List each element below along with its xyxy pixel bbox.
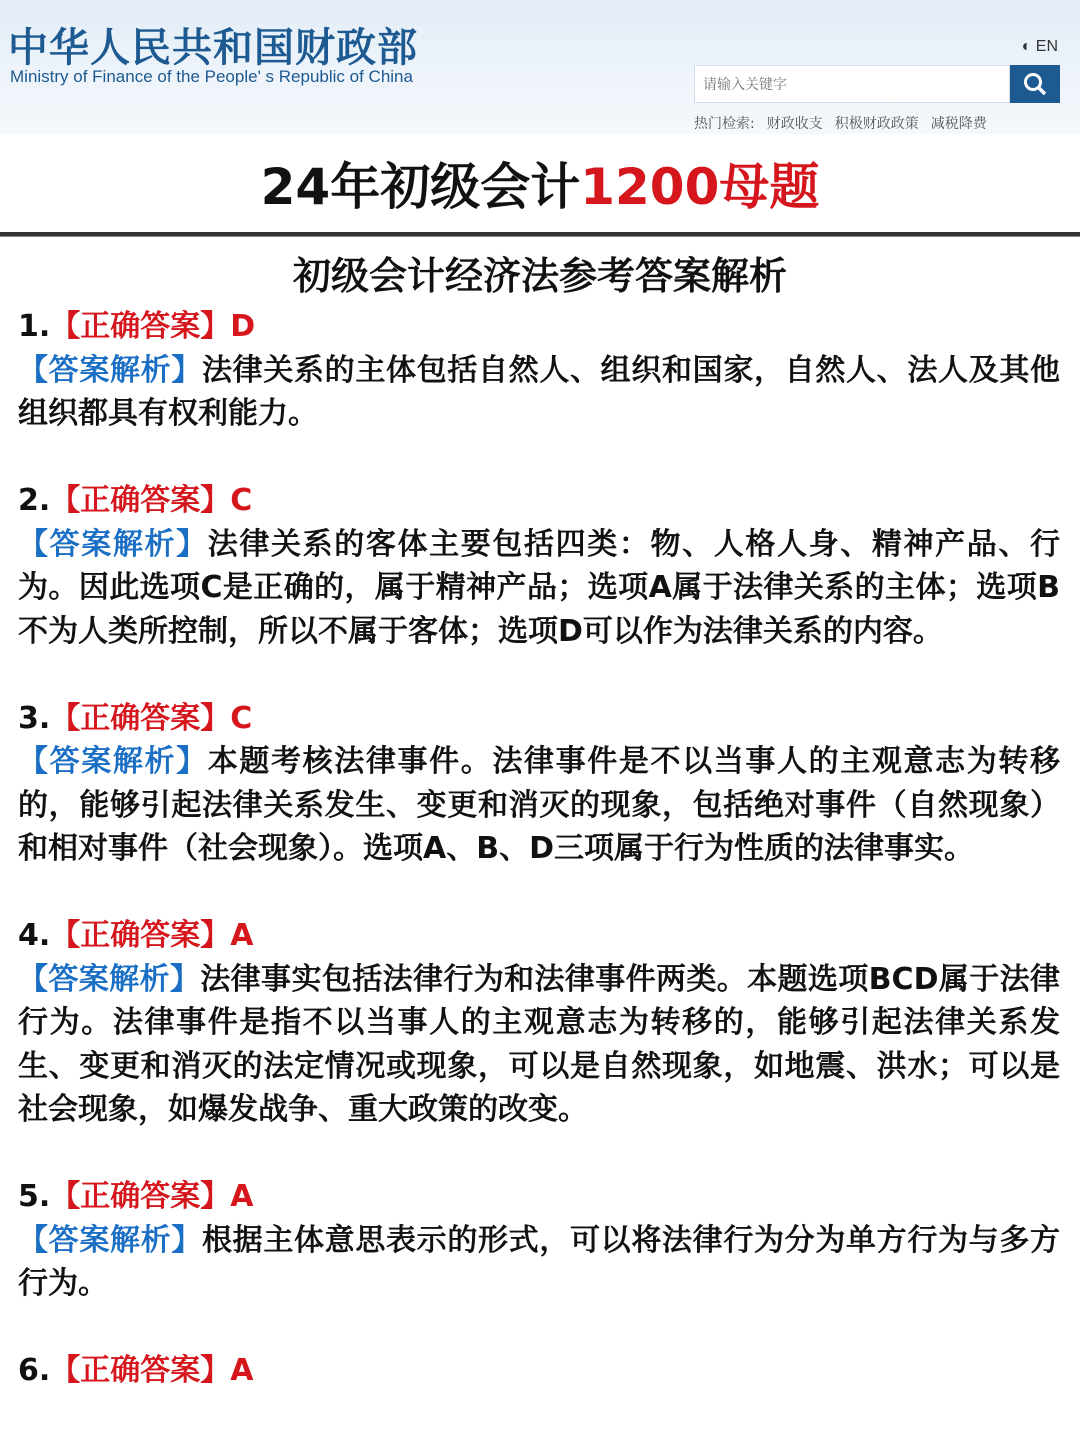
explanation: 【答案解析】根据主体意思表示的形式，可以将法律行为分为单方行为与多方行为。 (18, 1222, 1060, 1301)
hot-link[interactable]: 减税降费 (930, 116, 987, 132)
answer-item (18, 914, 1060, 1132)
explanation: 【答案解析】法律关系的客体主要包括四类：物、人格人身、精神产品、行为。因此选项C是正确的，属于精神产品；选项A属于法律关系的主体；选项B不为人类所控制，所以不属于客体；选项D可以作为法律关系的内容。 (18, 526, 1060, 649)
page-title: 24年初级会计 1200母题 (260, 158, 820, 216)
divider (0, 232, 1080, 237)
answer-line: 3.【正确答案】C (18, 700, 253, 736)
hot-link[interactable]: 财政收支 (766, 116, 823, 132)
subtitle: 初级会计经济法参考答案解析 (292, 254, 787, 298)
search-button[interactable] (1010, 65, 1060, 103)
explanation: 【答案解析】本题考核法律事件。法律事件是不以当事人的主观意志为转移的，能够引起法律关系发生、变更和消灭的现象，包括绝对事件（自然现象）和相对事件（社会现象）。选项A、B、D三项属于行为性质的法律事实。 (18, 744, 1060, 866)
answer-line: 4.【正确答案】A (18, 918, 254, 953)
answer-item (18, 1175, 1060, 1306)
answer-item (18, 305, 1060, 436)
answer-line: 2.【正确答案】C (18, 483, 253, 518)
answer-line: 1.【正确答案】D (18, 309, 256, 344)
answer-line: 6.【正确答案】A (18, 1353, 254, 1388)
logo-cn: 中华人民共和国财政部 (8, 25, 418, 71)
search-icon (1022, 71, 1048, 97)
explanation: 【答案解析】法律关系的主体包括自然人、组织和国家，自然人、法人及其他组织都具有权利能力。 (18, 352, 1060, 431)
globe-icon: ◐ (1021, 38, 1032, 55)
answer-list (0, 305, 1080, 1393)
answer-line: 5.【正确答案】A (18, 1179, 254, 1214)
answer-item (18, 479, 1060, 653)
answer-item (18, 1349, 1060, 1393)
hot-searches (694, 113, 987, 133)
search-bar (694, 65, 1060, 103)
language-switch[interactable]: ◐ EN (1021, 38, 1058, 55)
answer-item (18, 697, 1060, 871)
search-input[interactable] (694, 65, 1010, 103)
hot-label: 热门检索: (694, 116, 755, 132)
site-header (0, 0, 1080, 134)
hot-link[interactable]: 积极财政政策 (834, 116, 919, 132)
explanation: 【答案解析】法律事实包括法律行为和法律事件两类。本题选项BCD属于法律行为。法律事件是指不以当事人的主观意志为转移的，能够引起法律关系发生、变更和消灭的法定情况或现象，可以是自然现象，如地震、洪水；可以是社会现象，如爆发战争、重大政策的改变。 (18, 961, 1060, 1127)
logo-en: Ministry of Finance of the People' s Republic of China (10, 67, 413, 86)
